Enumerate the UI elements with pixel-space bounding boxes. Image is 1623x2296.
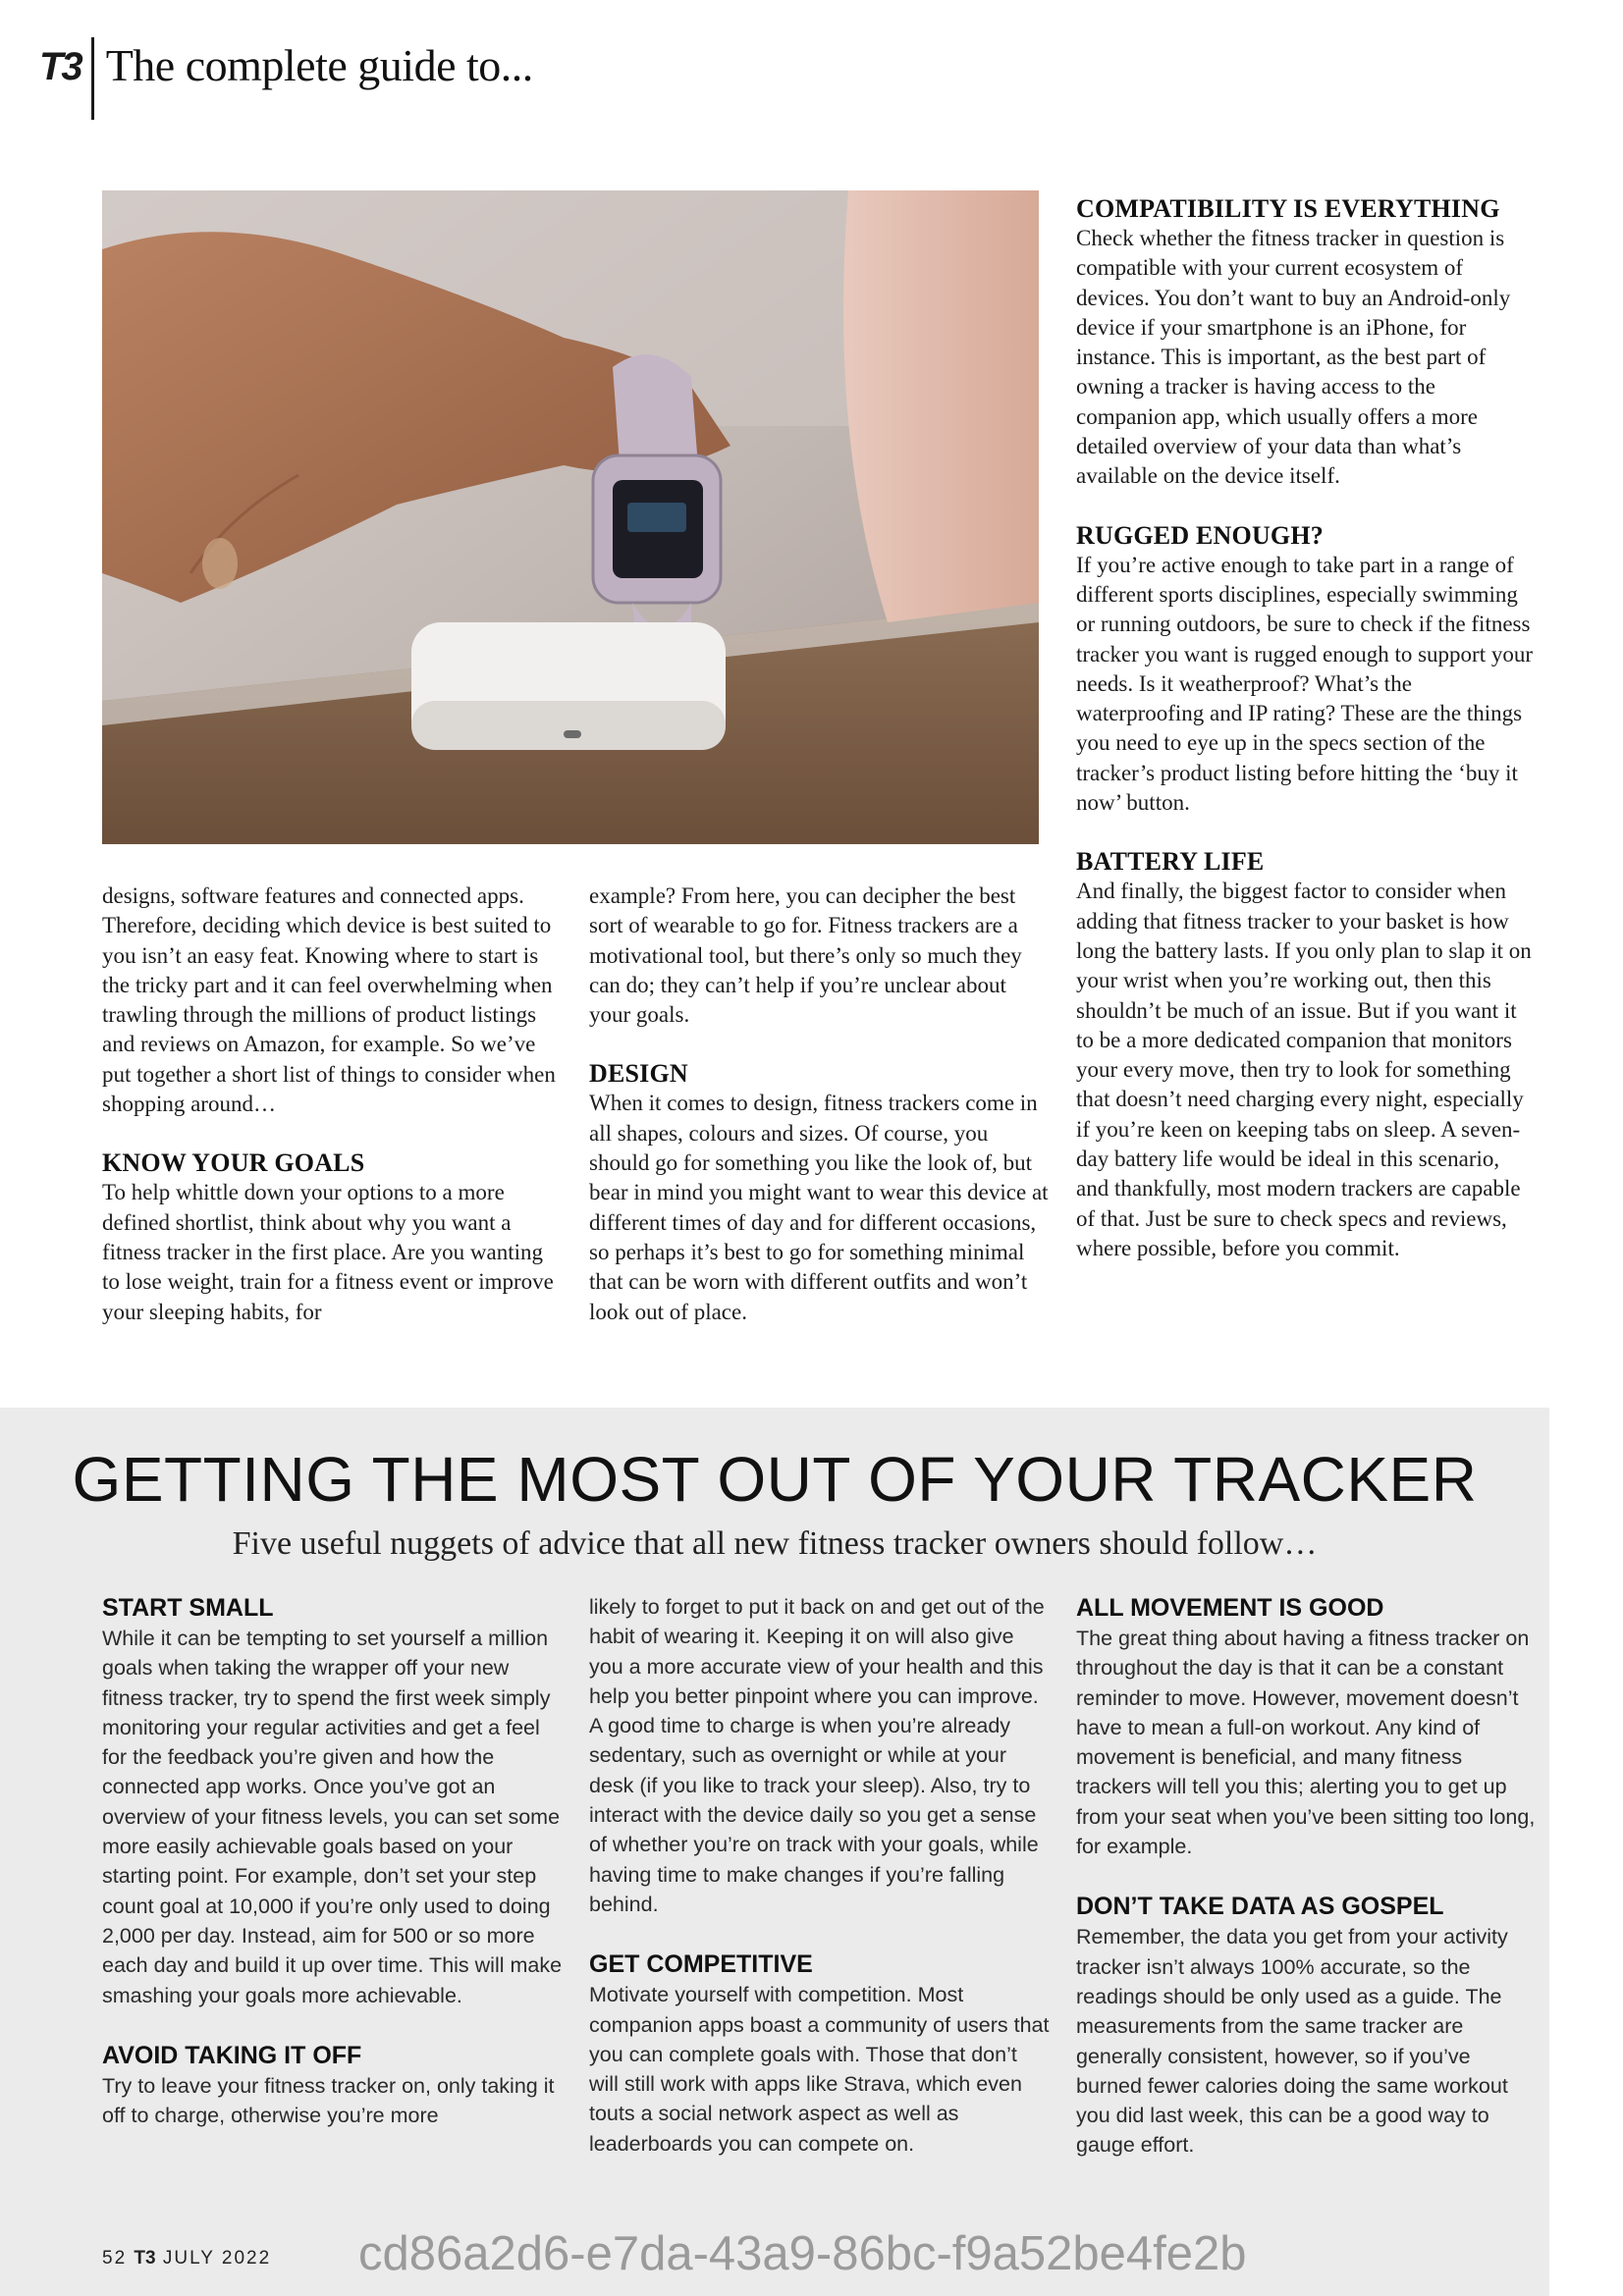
- all-movement-body: The great thing about having a fitness tracker on throughout the day is that it can be a constant reminder to move. However, movement doesn’t have to mean a full-on workout. Any kind of movement is beneficial, and many fitness trackers will tell you this; alerting you to get up from your seat when you’ve been sitting too long, for example.: [1076, 1627, 1536, 1859]
- battery-body: And finally, the biggest factor to consider when adding that fitness tracker to your basket is how long the battery lasts. If you only plan to slap it on your wrist when you’re working out, then this shouldn’t be much of an issue. But if you want it to be a more dedicated companion that monitors your every move, then try to look for something that doesn’t need charging every night, especially if you’re keen on keeping tabs on sleep. A seven-day battery life would be ideal in this scenario, and thankfully, most modern trackers are capable of that. Just be sure to check specs and reviews, where possible, before you commit.: [1076, 879, 1532, 1260]
- design-body: When it comes to design, fitness trackers come in all shapes, colours and sizes. Of course, you should go for something you like the look of, but bear in mind you might want to wear this device at different times of day and for different occasions, so perhaps it’s best to go for something minimal that can be worn with different outfits and won’t look out of place.: [589, 1091, 1049, 1324]
- page-number: 52: [102, 2248, 128, 2269]
- fitness-tracker-photo: [102, 190, 1039, 844]
- tips-column-2: [589, 1592, 1051, 2159]
- know-goals-body: To help whittle down your options to a more defined shortlist, think about why you want a fitness tracker in the first place. Are you wanting to lose weight, train for a fitness event or improve your sleeping habits, for: [102, 1180, 554, 1324]
- compatibility-heading: COMPATIBILITY IS EVERYTHING: [1076, 194, 1500, 223]
- start-small-body: While it can be tempting to set yourself a million goals when taking the wrapper off your new fitness tracker, try to spend the first week simply monitoring your regular activities and get a feel for the feedback you’re given and how the connected app works. Once you’ve got an overview of your fitness levels, you can set some more easily achievable goals based on your starting point. For example, don’t set your step count goal at 10,000 if you’re only used to doing 2,000 per day. Instead, aim for 500 or so more each day and build it up over time. This will make smashing your goals more achievable.: [102, 1627, 563, 2007]
- page-header: [39, 37, 533, 126]
- tips-box-subtitle: Five useful nuggets of advice that all new fitness tracker owners should follow…: [232, 1525, 1318, 1562]
- intro-column-1: [102, 881, 564, 1327]
- battery-heading: BATTERY LIFE: [1076, 847, 1265, 877]
- get-competitive-heading: GET COMPETITIVE: [589, 1950, 813, 1979]
- intro-column-2: [589, 881, 1051, 1327]
- avoid-taking-off-continued: likely to forget to put it back on and get out of the habit of wearing it. Keeping it on will also give you a more accurate view of your health and this help you better pinpoint where you can improve. A good time to charge is when you’re already sedentary, such as overnight or while at your desk (if you like to track your sleep). Also, try to interact with the device daily so you get a sense of whether you’re on track with your goals, while having time to make changes if you’re falling behind.: [589, 1595, 1045, 1916]
- rugged-body: If you’re active enough to take part in a range of different sports disciplines, especially swimming or running outdoors, be sure to check if the fitness tracker you want is rugged enough to support your needs. Is it weatherproof? What’s the waterproofing and IP rating? These are the things you need to eye up in the specs section of the tracker’s product listing before hitting the ‘buy it now’ button.: [1076, 552, 1534, 816]
- design-heading: DESIGN: [589, 1059, 688, 1089]
- header-divider: [91, 37, 94, 120]
- watermark-id: cd86a2d6-e7da-43a9-86bc-f9a52be4fe2b: [358, 2227, 1247, 2280]
- tips-box-title: GETTING THE MOST OUT OF YOUR TRACKER: [72, 1444, 1478, 1515]
- avoid-taking-off-body: Try to leave your fitness tracker on, only taking it off to charge, otherwise you’re more: [102, 2073, 555, 2128]
- goals-continued: example? From here, you can decipher the best sort of wearable to go for. Fitness trackers are a motivational tool, but there’s only so much they can do; they can’t help if you’re unclear about your goals.: [589, 883, 1022, 1028]
- get-competitive-body: Motivate yourself with competition. Most companion apps boast a community of users that you can complete goals with. Those that don’t will still work with apps like Strava, which even touts a social network aspect as well as leaderboards you can compete on.: [589, 1983, 1050, 2156]
- page-footer: [102, 2248, 271, 2269]
- start-small-heading: START SMALL: [102, 1594, 274, 1622]
- t3-logo: T3: [39, 45, 81, 88]
- know-goals-heading: KNOW YOUR GOALS: [102, 1148, 365, 1178]
- photo-illustration: [102, 190, 1039, 844]
- header-title: The complete guide to...: [105, 40, 533, 90]
- data-gospel-body: Remember, the data you get from your activity tracker isn’t always 100% accurate, so the readings should be only used as a guide. The measurements from the same tracker are generally consistent, however, so if you’ve burned fewer calories doing the same workout you did last week, this can be a good way to gauge effort.: [1076, 1925, 1508, 2158]
- right-column: [1076, 194, 1538, 1263]
- tips-column-3: [1076, 1592, 1538, 2161]
- rugged-heading: RUGGED ENOUGH?: [1076, 520, 1324, 550]
- tips-column-1: [102, 1592, 564, 2130]
- footer-magazine: T3: [134, 2248, 156, 2269]
- intro-paragraph: designs, software features and connected apps. Therefore, deciding which device is best suited to you isn’t an easy feat. Knowing where to start is the tricky part and it can feel overwhelming when trawling through the millions of product listings and reviews on Amazon, for example. So we’ve put together a short list of things to consider when shopping around…: [102, 883, 556, 1117]
- footer-issue: JULY 2022: [162, 2248, 272, 2269]
- all-movement-heading: ALL MOVEMENT IS GOOD: [1076, 1594, 1384, 1622]
- data-gospel-heading: DON’T TAKE DATA AS GOSPEL: [1076, 1893, 1444, 1921]
- avoid-taking-off-heading: AVOID TAKING IT OFF: [102, 2041, 362, 2069]
- compatibility-body: Check whether the fitness tracker in question is compatible with your current ecosystem of devices. You don’t want to buy an Android-only device if your smartphone is an iPhone, for instance. This is important, as the best part of owning a tracker is having access to the companion app, which usually offers a more detailed overview of your data than what’s available on the device itself.: [1076, 226, 1511, 489]
